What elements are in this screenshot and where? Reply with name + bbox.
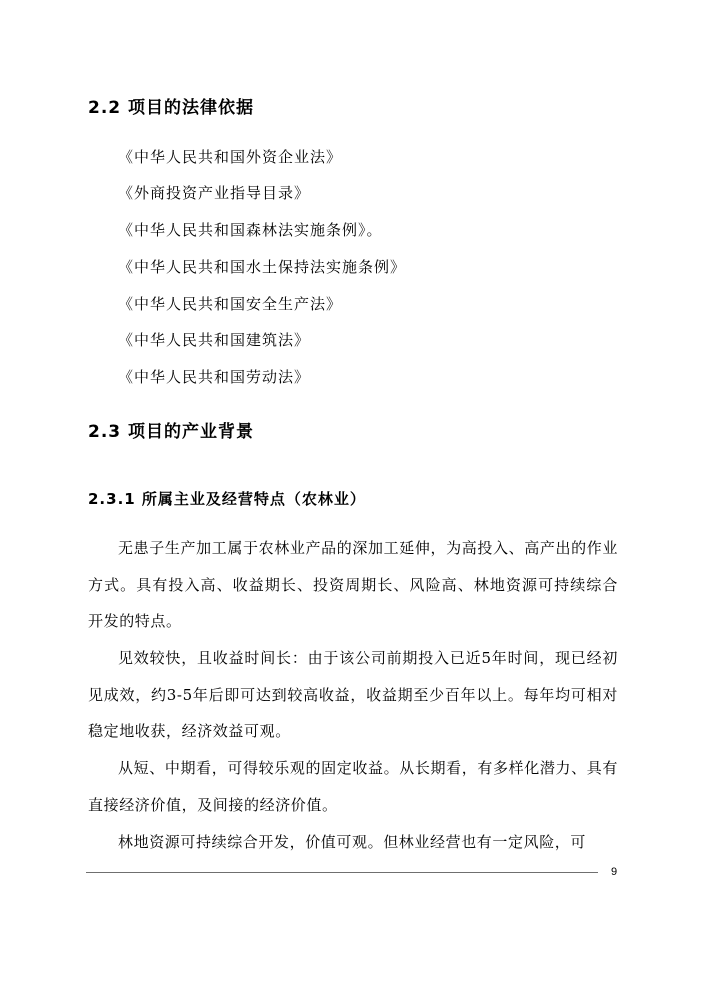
law-item: 《中华人民共和国水土保持法实施条例》 bbox=[118, 258, 407, 276]
law-item: 《中华人民共和国劳动法》 bbox=[118, 368, 311, 386]
law-item: 《中华人民共和国安全生产法》 bbox=[118, 295, 343, 313]
body-paragraph: 见效较快，且收益时间长：由于该公司前期投入已近5年时间，现已经初见成效，约3-5年后即可达到较高收益，收益期至少百年以上。每年均可相对稳定地收获，经济效益可观。 bbox=[88, 649, 618, 740]
law-item: 《中华人民共和国外资企业法》 bbox=[118, 148, 343, 166]
body-paragraph: 从短、中期看，可得较乐观的固定收益。从长期看，有多样化潜力、具有直接经济价值，及间接的经济价值。 bbox=[88, 759, 618, 814]
law-item: 《中华人民共和国森林法实施条例》。 bbox=[118, 221, 383, 239]
footer-divider bbox=[86, 872, 598, 873]
section-heading-2-2: 2.2 项目的法律依据 bbox=[88, 98, 255, 118]
page-number: 9 bbox=[611, 866, 618, 878]
body-paragraph: 无患子生产加工属于农林业产品的深加工延伸，为高投入、高产出的作业方式。具有投入高、收益期长、投资周期长、风险高、林地资源可持续综合开发的特点。 bbox=[88, 539, 618, 630]
law-item: 《外商投资产业指导目录》 bbox=[118, 184, 311, 202]
section-heading-2-3: 2.3 项目的产业背景 bbox=[88, 422, 255, 442]
subsection-heading-2-3-1: 2.3.1 所属主业及经营特点（农林业） bbox=[88, 490, 366, 508]
law-item: 《中华人民共和国建筑法》 bbox=[118, 331, 311, 349]
body-paragraph: 林地资源可持续综合开发，价值可观。但林业经营也有一定风险，可 bbox=[118, 833, 587, 851]
